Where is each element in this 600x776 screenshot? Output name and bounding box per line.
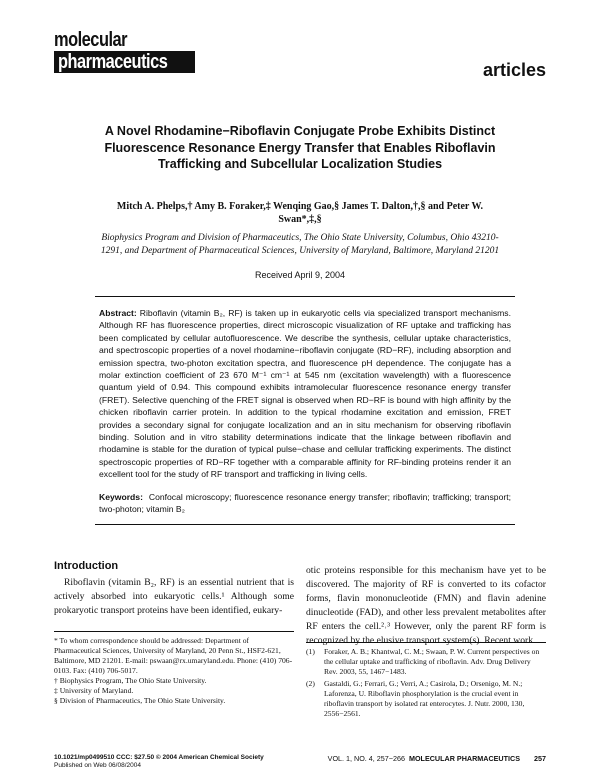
keywords — [99, 491, 511, 516]
reference-item — [306, 647, 546, 677]
footnotes — [54, 631, 294, 706]
reference-text: Foraker, A. B.; Khantwal, C. M.; Swaan, P. W. Current perspectives on the cellular uptake and trafficking of riboflavin. Adv. Drug Delivery Rev. 2003, 55, 1467−1483. — [324, 647, 540, 676]
footnote: * To whom correspondence should be addressed: Department of Pharmaceutical Sciences, University of Maryland, 20 Penn St., HSF2-621, Baltimore, MD 21201. E-mail: pswaan@rx.umaryland.edu. Phone: (410) 706-0103. Fax: (410) 706-5017. — [54, 636, 293, 675]
keywords-label: Keywords: — [99, 491, 143, 502]
reference-item — [306, 679, 546, 719]
introduction-heading: Introduction — [54, 560, 119, 572]
page-number: 257 — [534, 754, 546, 763]
abstract-paragraph — [99, 307, 511, 481]
author-list: Mitch A. Phelps,† Amy B. Foraker,‡ Wenqing Gao,§ James T. Dalton,†,§ and Peter W. Swan*,‡,§ — [116, 201, 484, 225]
volume-info: VOL. 1, NO. 4, 257−266 — [327, 754, 405, 763]
footnote: § Division of Pharmaceutics, The Ohio State University. — [54, 696, 226, 705]
abstract-label: Abstract: — [99, 308, 137, 318]
reference-number: (2) — [306, 679, 315, 688]
logo-line-1: molecular — [54, 29, 128, 51]
body-text-right: otic proteins responsible for this mechanism have yet to be discovered. The majority of RF is converted to its cofactor forms, flavin mononucleotide (FMN) and flavin adenine dinucleotide (FAD), and other less prevalent metabolites after RF enters the cell.²˒³ However, only the parent RF form is recognized by the elusive transport system(s). Recent work — [306, 565, 546, 646]
published-date: Published on Web 06/08/2004 — [54, 762, 141, 769]
article-title: A Novel Rhodamine−Riboflavin Conjugate Probe Exhibits Distinct Fluorescence Resonance Energy Transfer that Enables Riboflavin Trafficking and Subcellular Localization Studies — [104, 124, 496, 171]
logo-line-2: pharmaceutics — [54, 51, 195, 73]
affiliations: Biophysics Program and Division of Pharmaceutics, The Ohio State University, Columbus, Ohio 43210-1291, and Department of Pharmaceutical Sciences, University of Maryland, Baltimore, Maryland 21201 — [100, 233, 500, 256]
section-tag: articles — [482, 60, 546, 80]
footnote: † Biophysics Program, The Ohio State University. — [54, 676, 207, 685]
journal-name: MOLECULAR PHARMACEUTICS — [408, 754, 520, 763]
footer-right — [328, 754, 546, 763]
received-date: Received April 9, 2004 — [254, 270, 346, 280]
abstract-text: Riboflavin (vitamin B₂, RF) is taken up in eukaryotic cells via specialized transport mechanisms. Although RF has fluorescence properties, direct microscopic visualization of RF uptake and trafficking has been complicated by cellular autofluorescence. We describe the synthesis, cellular uptake characteristics, and spectroscopic properties of a novel rhodamine−riboflavin conjugate (RD−RF), including absorption and emission spectra, two-photon excitation spectra, and fluorescence pH dependence. The conjugate has a molar extinction coefficient of 23 670 M⁻¹ cm⁻¹ at 545 nm (excitation wavelength) with a fluorescence quantum yield of 0.94. This compound exhibits intramolecular fluorescence resonance energy transfer (FRET). Selective quenching of the FRET signal is observed when RD−RF is bound with high affinity by the chicken riboflavin carrier protein. In addition to the typical rhodamine excitation and emission, FRET provides a secondary signal for conjugate localization and an in situ mechanism for observing riboflavin binding. Solution and in vitro stability determinations indicate that the linkage between riboflavin and rhodamine is stable for the duration of typical pulse−chase and cellular trafficking experiments. The distinct spectroscopic properties of RD−RF together with a comparable affinity for RF-binding proteins render it an excellent tool for the study of RF transport and trafficking in living cells. — [99, 308, 511, 480]
footer-left — [54, 754, 264, 770]
reference-number: (1) — [306, 647, 315, 656]
reference-text: Gastaldi, G.; Ferrari, G.; Verri, A.; Casirola, D.; Orsenigo, M. N.; Laforenza, U. Riboflavin phosphorylation is the crucial event in riboflavin transport by isolated rat enterocytes. J. Nutr. 2000, 130, 2556−2561. — [324, 679, 525, 718]
keywords-text: Confocal microscopy; fluorescence resonance energy transfer; riboflavin; trafficking; transport; two-photon; vitamin B₂ — [99, 491, 512, 515]
journal-logo — [54, 30, 190, 73]
body-text-left: Riboflavin (vitamin B₂, RF) is an essential nutrient that is actively absorbed into eukaryotic cells.¹ Although some prokaryotic transport proteins have been identified, eukary- — [54, 577, 294, 616]
footnote: ‡ University of Maryland. — [54, 686, 134, 695]
references — [306, 642, 546, 721]
copyright: © 2004 American Chemical Society — [155, 754, 264, 761]
abstract-box — [95, 296, 515, 525]
doi: 10.1021/mp0499510 CCC: $27.50 — [54, 754, 155, 761]
